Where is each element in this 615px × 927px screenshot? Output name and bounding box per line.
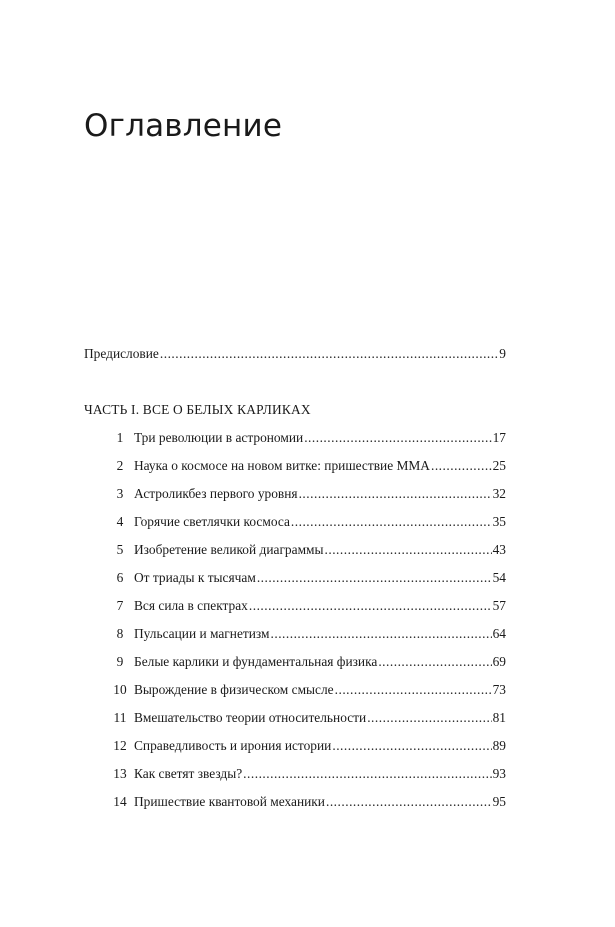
chapter-page: 93 <box>492 766 506 781</box>
toc-entry-chapter[interactable] <box>106 652 506 672</box>
chapter-title: Вырождение в физическом смысле <box>134 682 334 697</box>
part-heading: ЧАСТЬ I. ВСЕ О БЕЛЫХ КАРЛИКАХ <box>84 402 311 417</box>
chapter-title: Три революции в астрономии <box>134 430 304 445</box>
toc-entry-chapter[interactable] <box>106 428 506 448</box>
chapter-page: 73 <box>492 682 506 697</box>
dot-leader <box>431 456 492 476</box>
dot-leader <box>332 736 491 756</box>
chapter-number: 11 <box>113 710 127 725</box>
chapter-page: 35 <box>492 514 506 529</box>
chapter-page: 69 <box>492 654 506 669</box>
toc-entry-title: Предисловие <box>84 346 159 361</box>
chapter-number: 1 <box>116 430 124 445</box>
chapter-number: 12 <box>113 738 127 753</box>
dot-leader <box>335 680 492 700</box>
chapter-title: Как светят звезды? <box>134 766 243 781</box>
toc-entry-chapter[interactable] <box>106 736 506 756</box>
dot-leader <box>326 792 492 812</box>
chapter-title: От триады к тысячам <box>134 570 256 585</box>
chapter-number: 9 <box>116 654 124 669</box>
chapter-title: Белые карлики и фундаментальная физика <box>134 654 378 669</box>
dot-leader <box>257 568 492 588</box>
chapter-title: Справедливость и ирония истории <box>134 738 332 753</box>
dot-leader <box>325 540 492 560</box>
chapter-number: 6 <box>116 570 124 585</box>
dot-leader <box>367 708 491 728</box>
chapter-page: 81 <box>492 710 506 725</box>
chapter-page: 57 <box>492 598 506 613</box>
dot-leader <box>299 484 492 504</box>
toc-entry-chapter[interactable] <box>106 764 506 784</box>
toc-entry-chapter[interactable] <box>106 596 506 616</box>
chapter-title: Астроликбез первого уровня <box>134 486 298 501</box>
chapter-number: 2 <box>116 458 124 473</box>
dot-leader <box>271 624 492 644</box>
toc-entry-chapter[interactable] <box>106 680 506 700</box>
toc-entry-chapter[interactable] <box>106 792 506 812</box>
dot-leader <box>249 596 492 616</box>
chapter-title: Горячие светлячки космоса <box>134 514 290 529</box>
chapter-number: 7 <box>116 598 124 613</box>
toc-entry-chapter[interactable] <box>106 708 506 728</box>
dot-leader <box>291 512 492 532</box>
chapter-title: Наука о космосе на новом витке: пришествие ММА <box>134 458 430 473</box>
dot-leader <box>304 428 491 448</box>
chapter-number: 10 <box>113 682 127 697</box>
dot-leader <box>243 764 491 784</box>
toc-entry-chapter[interactable] <box>106 484 506 504</box>
toc-entry-chapter[interactable] <box>106 568 506 588</box>
chapter-page: 54 <box>492 570 506 585</box>
chapter-number: 14 <box>113 794 127 809</box>
chapter-page: 43 <box>492 542 506 557</box>
page-title: Оглавление <box>84 108 283 144</box>
chapter-page: 95 <box>492 794 506 809</box>
toc-entry-page: 9 <box>499 346 506 361</box>
chapter-title: Пульсации и магнетизм <box>134 626 270 641</box>
toc-entry-chapter[interactable] <box>106 624 506 644</box>
toc-entry-chapter[interactable] <box>106 512 506 532</box>
dot-leader <box>378 652 491 672</box>
chapter-title: Вся сила в спектрах <box>134 598 248 613</box>
chapter-page: 32 <box>492 486 506 501</box>
chapter-title: Вмешательство теории относительности <box>134 710 367 725</box>
chapter-page: 64 <box>492 626 506 641</box>
chapter-title: Изобретение великой диаграммы <box>134 542 324 557</box>
chapter-page: 25 <box>492 458 506 473</box>
toc-entry-chapter[interactable] <box>106 456 506 476</box>
toc-entry-chapter[interactable] <box>106 540 506 560</box>
chapter-number: 8 <box>116 626 124 641</box>
chapter-page: 17 <box>492 430 506 445</box>
toc-entry-preface[interactable] <box>84 344 506 364</box>
chapter-title: Пришествие квантовой механики <box>134 794 325 809</box>
chapter-number: 3 <box>116 486 124 501</box>
chapter-number: 4 <box>116 514 124 529</box>
chapter-page: 89 <box>492 738 506 753</box>
chapter-number: 13 <box>113 766 127 781</box>
dot-leader <box>160 344 498 364</box>
chapter-number: 5 <box>116 542 124 557</box>
